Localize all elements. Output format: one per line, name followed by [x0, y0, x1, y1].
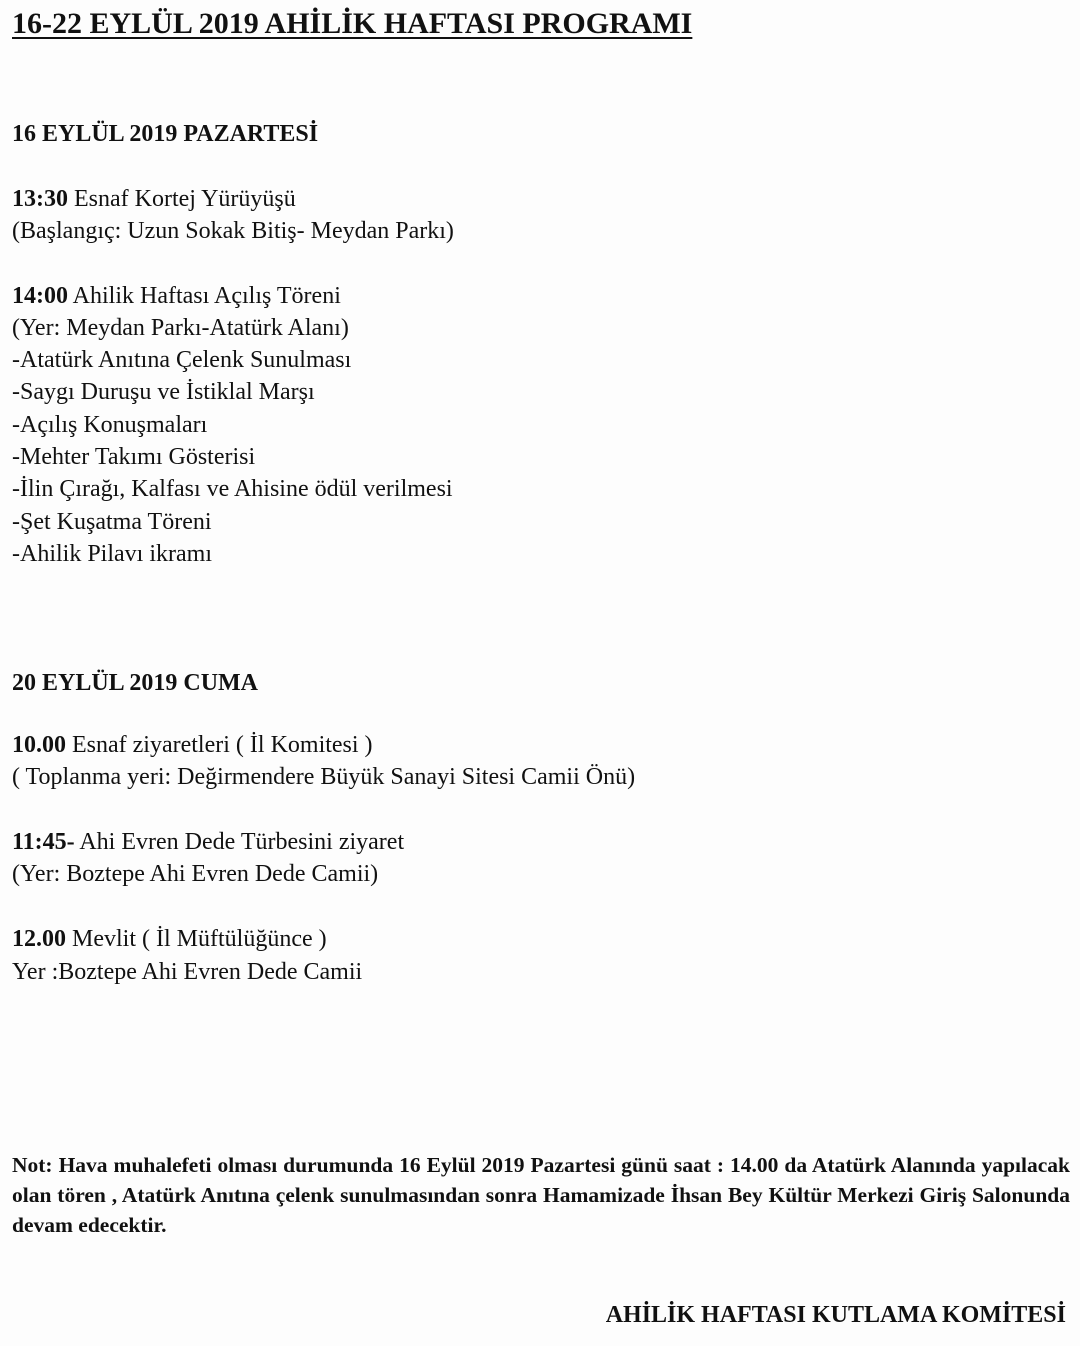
day1-event2-item: -Şet Kuşatma Töreni	[12, 509, 212, 535]
day2-event3-line	[12, 923, 327, 955]
day1-event1-detail: (Başlangıç: Uzun Sokak Bitiş- Meydan Parkı)	[12, 218, 454, 244]
day1-event2-item: -Saygı Duruşu ve İstiklal Marşı	[12, 379, 315, 405]
day1-event2-item: -Ahilik Pilavı ikramı	[12, 541, 212, 567]
day2-event2-name: Ahi Evren Dede Türbesini ziyaret	[74, 829, 405, 855]
day2-event1-time: 10.00	[12, 732, 66, 758]
day1-event2-detail: (Yer: Meydan Parkı-Atatürk Alanı)	[12, 315, 349, 341]
committee-signature: AHİLİK HAFTASI KUTLAMA KOMİTESİ	[605, 1302, 1066, 1328]
day2-event3-name: Mevlit ( İl Müftülüğünce )	[66, 926, 327, 952]
day1-event2-item: -İlin Çırağı, Kalfası ve Ahisine ödül verilmesi	[12, 476, 453, 502]
day2-event2-detail: (Yer: Boztepe Ahi Evren Dede Camii)	[12, 861, 379, 887]
day1-event2-item: -Atatürk Anıtına Çelenk Sunulması	[12, 347, 352, 373]
day1-event2-line	[12, 280, 341, 312]
day1-heading: 16 EYLÜL 2019 PAZARTESİ	[12, 121, 319, 147]
day2-heading: 20 EYLÜL 2019 CUMA	[12, 670, 259, 696]
day2-event2-time: 11:45-	[12, 829, 75, 855]
day2-event1-name: Esnaf ziyaretleri ( İl Komitesi )	[66, 732, 373, 758]
day2-event1-line	[12, 729, 373, 761]
day2-event2-line	[12, 826, 404, 858]
day2-event3-detail: Yer :Boztepe Ahi Evren Dede Camii	[12, 959, 363, 985]
day2-event1-detail: ( Toplanma yeri: Değirmendere Büyük Sanayi Sitesi Camii Önü)	[12, 764, 636, 790]
day1-event2-item: -Mehter Takımı Gösterisi	[12, 444, 256, 470]
day1-event2-item: -Açılış Konuşmaları	[12, 412, 208, 438]
day1-event2-name: Ahilik Haftası Açılış Töreni	[68, 283, 341, 309]
day1-event1-name: Esnaf Kortej Yürüyüşü	[68, 186, 296, 212]
page-title: 16-22 EYLÜL 2019 AHİLİK HAFTASI PROGRAMI	[12, 7, 693, 40]
weather-note: Not: Hava muhalefeti olması durumunda 16 Eylül 2019 Pazartesi günü saat : 14.00 da Atatürk Alanında yapılacak olan tören , Atatürk Anıtına çelenk sunulmasından sonra Hamamizade İhsan Bey Kültür Merkezi Giriş Salonunda devam edecektir.	[12, 1153, 1070, 1237]
day1-event1-line	[12, 183, 296, 215]
day2-event3-time: 12.00	[12, 926, 66, 952]
day1-event2-time: 14:00	[12, 283, 68, 309]
day1-event1-time: 13:30	[12, 186, 68, 212]
